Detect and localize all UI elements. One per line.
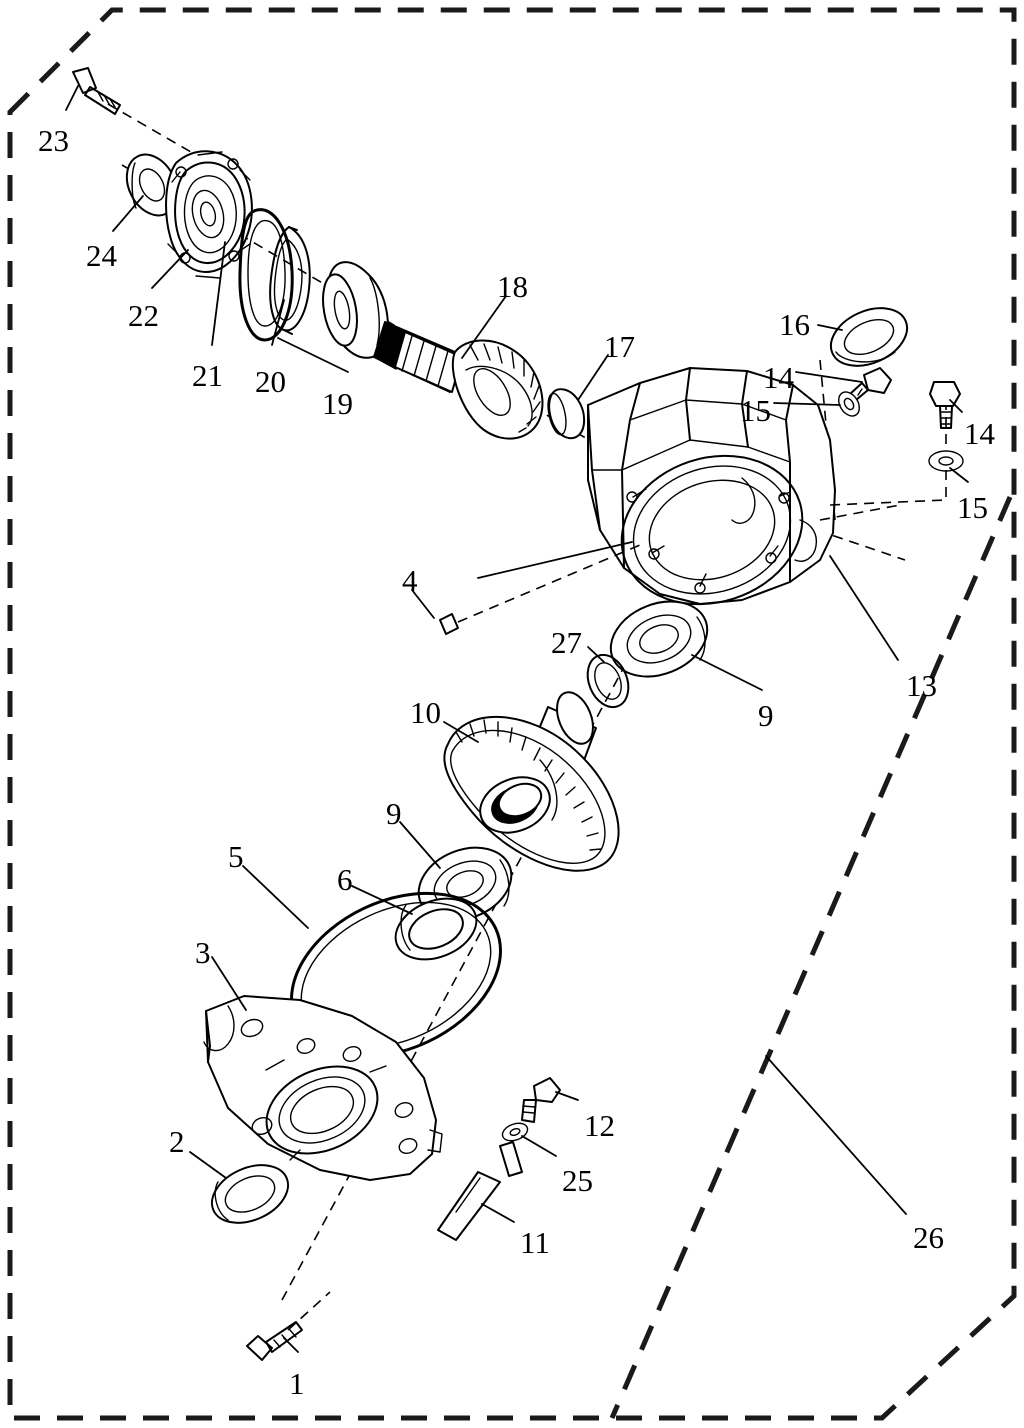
leader-14a <box>796 372 862 382</box>
callout-17: 17 <box>604 329 635 364</box>
leader-12 <box>556 1092 578 1100</box>
part-14a-bolt <box>850 368 891 400</box>
callout-13: 13 <box>906 668 937 703</box>
part-15b-washer <box>929 451 963 471</box>
leader-9b <box>400 822 440 868</box>
leader-13 <box>830 556 898 660</box>
leader-4b <box>478 542 632 578</box>
callout-22: 22 <box>128 298 159 333</box>
callout-1: 1 <box>289 1366 305 1401</box>
callout-20: 20 <box>255 364 286 399</box>
callout-3: 3 <box>195 935 211 970</box>
callout-25: 25 <box>562 1163 593 1198</box>
leader-2 <box>190 1152 226 1178</box>
leader-1 <box>284 1338 298 1352</box>
leader-25 <box>522 1136 556 1156</box>
part-17-spacer <box>545 389 584 438</box>
callout-19: 19 <box>322 386 353 421</box>
callout-15-upper: 15 <box>740 393 771 428</box>
callout-16: 16 <box>779 307 810 342</box>
callout-23: 23 <box>38 123 69 158</box>
callout-26: 26 <box>913 1220 944 1255</box>
axis-15b <box>830 470 946 505</box>
callout-14-upper: 14 <box>763 360 794 395</box>
callout-15-right: 15 <box>957 490 988 525</box>
callout-21: 21 <box>192 358 223 393</box>
part-25b-stud <box>500 1142 522 1176</box>
part-11-dowel <box>438 1172 500 1240</box>
callout-6: 6 <box>337 862 353 897</box>
leader-5 <box>243 866 308 928</box>
leader-23 <box>66 86 78 110</box>
part-13-housing <box>588 368 835 627</box>
part-18-pinion-shaft <box>374 322 542 439</box>
callout-2: 2 <box>169 1124 185 1159</box>
part-1-bolt <box>247 1322 302 1360</box>
axis-4 <box>458 545 640 622</box>
leader-15b <box>950 468 968 482</box>
callout-24: 24 <box>86 238 117 273</box>
part-3-cover <box>204 996 442 1180</box>
part-25-washer <box>500 1120 530 1144</box>
callout-14-right: 14 <box>964 416 995 451</box>
part-4-pin <box>440 614 458 634</box>
leader-22 <box>152 250 188 288</box>
part-16-seal <box>822 297 916 377</box>
part-10-ring-gear <box>444 687 618 871</box>
leader-9a <box>692 655 762 690</box>
leader-24 <box>113 196 143 231</box>
part-12-bolt <box>522 1078 560 1122</box>
axis-1 <box>288 1292 330 1330</box>
part-2-seal <box>203 1154 297 1234</box>
callout-10: 10 <box>410 695 441 730</box>
leader-11 <box>482 1204 514 1222</box>
callout-27: 27 <box>551 625 582 660</box>
callout-4: 4 <box>402 563 418 598</box>
callout-11: 11 <box>520 1225 550 1260</box>
callout-9-lower: 9 <box>386 796 402 831</box>
callout-12: 12 <box>584 1108 615 1143</box>
page-border <box>10 10 1014 1418</box>
leader-26 <box>766 1056 906 1214</box>
callout-18: 18 <box>497 269 528 304</box>
callout-9-upper: 9 <box>758 698 774 733</box>
callout-5: 5 <box>228 839 244 874</box>
